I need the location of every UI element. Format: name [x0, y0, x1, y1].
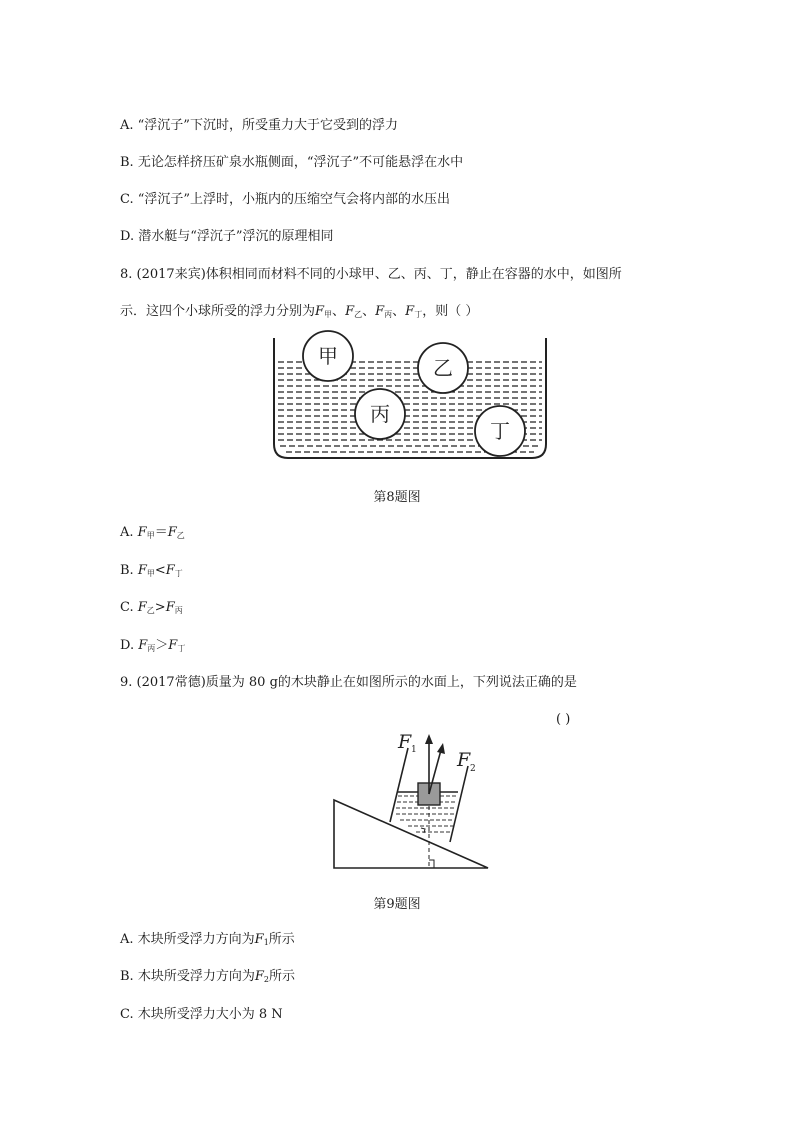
- q8-option-a: A. F甲＝F乙: [120, 525, 185, 540]
- q7-option-d: D. 潜水艇与“浮沉子”浮沉的原理相同: [120, 229, 334, 244]
- q7-option-b: B. 无论怎样挤压矿泉水瓶侧面，“浮沉子”不可能悬浮在水中: [120, 155, 464, 170]
- q8-stem-prefix: 示．这四个小球所受的浮力分别为: [120, 304, 316, 319]
- q8-option-b: B. F甲<F丁: [120, 563, 183, 578]
- q9-option-a: A. 木块所受浮力方向为F1所示: [120, 932, 295, 947]
- q9-stem: 9. (2017常德)质量为 80 g的木块静止在如图所示的水面上，下列说法正确的是: [120, 675, 577, 690]
- q9-option-b: B. 木块所受浮力方向为F2所示: [120, 969, 295, 984]
- q8-ball-bing-label: 丙: [370, 402, 390, 426]
- q9-caption: 第9题图: [373, 897, 421, 912]
- q9-f1-sub: 1: [411, 745, 417, 755]
- q8-stem-line1: 8. (2017来宾)体积相同而材料不同的小球甲、乙、丙、丁，静止在容器的水中，如图所: [120, 267, 622, 282]
- q9-f2-sub: 2: [470, 764, 476, 774]
- q9-f1-label: F: [398, 731, 412, 753]
- q8-ball-jia-label: 甲: [318, 344, 338, 368]
- q8-option-d: D. F丙＞F丁: [120, 638, 186, 653]
- q9-answer-bracket: ( ): [556, 712, 571, 727]
- q8-option-c: C. F乙>F丙: [120, 600, 183, 615]
- q8-figure-container: [260, 332, 560, 464]
- q7-option-a: A. “浮沉子”下沉时，所受重力大于它受到的浮力: [120, 118, 398, 133]
- q8-ball-yi-label: 乙: [433, 356, 453, 380]
- q8-stem-suffix: ，则（ ）: [422, 304, 479, 319]
- q8-ball-ding-label: 丁: [490, 419, 510, 443]
- q8-caption: 第8题图: [373, 490, 421, 505]
- q9-figure-container: [330, 728, 495, 872]
- q8-stem-line2: 示．这四个小球所受的浮力分别为F甲、F乙、F丙、F丁，则（ ）: [120, 304, 479, 319]
- q9-option-c: C. 木块所受浮力大小为 8 N: [120, 1007, 283, 1022]
- q9-incline: [334, 800, 488, 868]
- q7-option-c: C. “浮沉子”上浮时，小瓶内的压缩空气会将内部的水压出: [120, 192, 451, 207]
- q9-f2-label: F: [457, 749, 471, 771]
